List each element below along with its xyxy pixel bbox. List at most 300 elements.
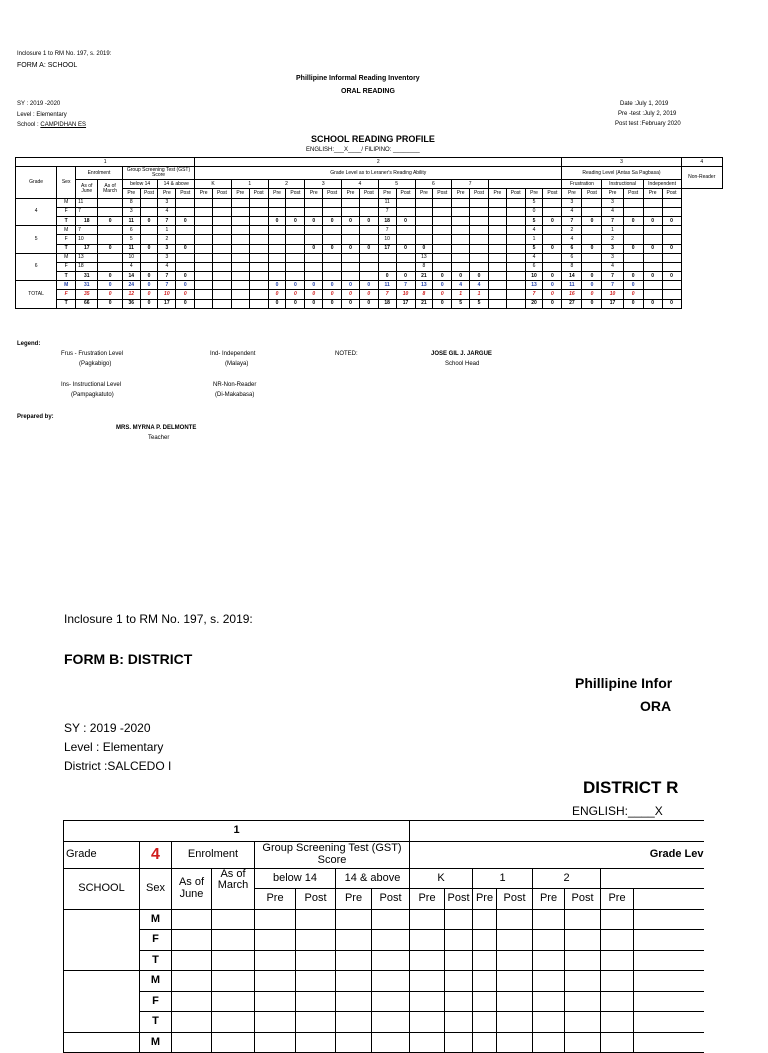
data-cell[interactable] <box>634 991 704 1012</box>
data-cell: 0 <box>268 299 286 308</box>
data-cell: 0 <box>323 299 342 308</box>
data-cell[interactable] <box>533 1012 565 1033</box>
data-cell <box>249 272 268 281</box>
data-cell <box>98 235 122 244</box>
data-cell: 66 <box>76 299 98 308</box>
data-cell: 0 <box>543 281 562 290</box>
data-cell[interactable] <box>296 971 336 992</box>
section-1-header: 1 <box>16 158 195 167</box>
data-cell: 0 <box>323 281 342 290</box>
data-cell: 7 <box>158 281 176 290</box>
data-cell: 0 <box>305 244 323 253</box>
data-cell <box>342 198 360 207</box>
data-cell: 0 <box>433 299 452 308</box>
data-cell[interactable] <box>601 1012 634 1033</box>
data-cell[interactable] <box>634 1012 704 1033</box>
data-cell <box>140 198 158 207</box>
data-cell: 11 <box>378 198 396 207</box>
data-cell[interactable] <box>533 909 565 930</box>
level-line: Level : Elementary <box>17 112 67 118</box>
data-cell <box>433 235 452 244</box>
data-cell[interactable] <box>565 991 601 1012</box>
data-cell[interactable] <box>565 950 601 971</box>
grade-cell: TOTAL <box>16 281 57 309</box>
data-cell: 5 <box>122 235 140 244</box>
data-cell[interactable] <box>410 971 445 992</box>
data-cell: 6 <box>525 262 543 271</box>
table-row <box>64 971 704 992</box>
school-name: CAMPIDHAN ES <box>40 122 87 128</box>
data-cell[interactable] <box>473 1012 497 1033</box>
data-cell[interactable] <box>172 1032 212 1053</box>
data-cell: 0 <box>305 281 323 290</box>
instructional-header: Instructional <box>602 180 643 189</box>
data-cell <box>231 272 249 281</box>
data-cell[interactable] <box>372 971 410 992</box>
data-cell <box>140 253 158 262</box>
data-cell: 0 <box>342 216 360 225</box>
data-cell: 7 <box>602 272 623 281</box>
data-cell[interactable] <box>212 909 255 930</box>
data-cell[interactable] <box>172 909 212 930</box>
data-cell <box>212 272 231 281</box>
table-row <box>16 226 723 235</box>
data-cell[interactable] <box>296 991 336 1012</box>
data-cell <box>415 198 433 207</box>
data-cell[interactable] <box>255 909 296 930</box>
pre-header-b: Pre <box>255 889 296 910</box>
data-cell: 4 <box>452 281 470 290</box>
data-cell[interactable] <box>372 909 410 930</box>
data-cell[interactable] <box>533 950 565 971</box>
data-cell <box>582 226 602 235</box>
data-cell: 0 <box>582 216 602 225</box>
data-cell <box>98 253 122 262</box>
data-cell <box>662 281 681 290</box>
data-cell[interactable] <box>172 991 212 1012</box>
sex-cell: F <box>57 262 76 271</box>
data-cell: 14 <box>122 272 140 281</box>
data-cell[interactable] <box>372 950 410 971</box>
data-cell <box>506 253 525 262</box>
data-cell <box>643 253 662 262</box>
table-row <box>64 930 704 951</box>
data-cell: 0 <box>140 299 158 308</box>
data-cell[interactable] <box>410 1032 445 1053</box>
data-cell[interactable] <box>565 1012 601 1033</box>
data-cell[interactable] <box>296 1032 336 1053</box>
section-3-header: 3 <box>562 158 681 167</box>
data-cell: 0 <box>98 281 122 290</box>
post-header: Post <box>323 189 342 198</box>
prepared-by-label: Prepared by: <box>17 414 54 420</box>
data-cell: 4 <box>562 207 582 216</box>
data-cell: 27 <box>562 299 582 308</box>
data-cell[interactable] <box>601 971 634 992</box>
data-cell: 31 <box>76 281 98 290</box>
pre-header-b: Pre <box>601 889 634 910</box>
data-cell[interactable] <box>473 1032 497 1053</box>
data-cell: 0 <box>623 216 643 225</box>
data-cell <box>286 207 305 216</box>
data-cell[interactable] <box>410 909 445 930</box>
grade-2-header-b: 2 <box>533 868 601 889</box>
data-cell: 10 <box>396 290 415 299</box>
data-cell <box>359 235 378 244</box>
data-cell[interactable] <box>410 991 445 1012</box>
data-cell <box>543 262 562 271</box>
pre-header-b: Pre <box>336 889 372 910</box>
data-cell[interactable] <box>212 991 255 1012</box>
school-cell[interactable] <box>64 909 140 971</box>
data-cell[interactable] <box>634 1032 704 1053</box>
data-cell: 11 <box>378 281 396 290</box>
data-cell <box>470 235 489 244</box>
data-cell <box>342 272 360 281</box>
data-cell[interactable] <box>336 971 372 992</box>
data-cell: 7 <box>76 207 98 216</box>
table-row <box>64 1012 704 1033</box>
data-cell <box>488 290 506 299</box>
pretest-line: Pre -test :July 2, 2019 <box>618 111 677 117</box>
data-cell: 0 <box>342 290 360 299</box>
data-cell[interactable] <box>634 930 704 951</box>
data-cell[interactable] <box>473 909 497 930</box>
pre-header: Pre <box>305 189 323 198</box>
data-cell: 18 <box>378 216 396 225</box>
data-cell <box>305 262 323 271</box>
data-cell: 0 <box>359 216 378 225</box>
data-cell: 0 <box>643 272 662 281</box>
data-cell: 0 <box>268 216 286 225</box>
data-cell[interactable] <box>601 950 634 971</box>
data-cell[interactable] <box>565 909 601 930</box>
post-header: Post <box>506 189 525 198</box>
data-cell: 0 <box>140 281 158 290</box>
data-cell <box>195 226 213 235</box>
data-cell: 3 <box>122 207 140 216</box>
data-cell <box>323 226 342 235</box>
data-cell[interactable] <box>533 971 565 992</box>
data-cell[interactable] <box>634 950 704 971</box>
data-cell[interactable] <box>473 971 497 992</box>
data-cell: 0 <box>98 299 122 308</box>
data-cell: 10 <box>378 235 396 244</box>
data-cell[interactable] <box>497 909 533 930</box>
data-cell <box>582 198 602 207</box>
school-head-name: JOSE GIL J. JARGUE <box>431 351 492 357</box>
post-header: Post <box>470 189 489 198</box>
data-cell <box>488 216 506 225</box>
data-cell <box>231 244 249 253</box>
independent-header: Independent <box>643 180 681 189</box>
data-cell[interactable] <box>497 1012 533 1033</box>
data-cell <box>286 253 305 262</box>
data-cell[interactable] <box>372 1032 410 1053</box>
data-cell[interactable] <box>212 1032 255 1053</box>
data-cell <box>582 207 602 216</box>
data-cell[interactable] <box>445 971 473 992</box>
grade-5-header: 5 <box>378 180 415 189</box>
data-cell: 3 <box>158 244 176 253</box>
data-cell[interactable] <box>255 950 296 971</box>
data-cell: 0 <box>582 272 602 281</box>
data-cell <box>415 216 433 225</box>
data-cell[interactable] <box>372 930 410 951</box>
data-cell[interactable] <box>473 991 497 1012</box>
data-cell: 0 <box>623 290 643 299</box>
data-cell <box>359 253 378 262</box>
data-cell[interactable] <box>372 991 410 1012</box>
legend-ins-tl: (Pampagkatuto) <box>71 392 114 398</box>
sex-cell: F <box>140 991 172 1012</box>
data-cell[interactable] <box>497 930 533 951</box>
data-cell <box>195 290 213 299</box>
data-cell <box>140 226 158 235</box>
data-cell <box>470 226 489 235</box>
data-cell[interactable] <box>212 1012 255 1033</box>
document-title: Phillipine Informal Reading Inventory <box>296 75 420 82</box>
data-cell <box>195 281 213 290</box>
data-cell[interactable] <box>212 930 255 951</box>
data-cell[interactable] <box>497 991 533 1012</box>
data-cell[interactable] <box>445 991 473 1012</box>
data-cell: 17 <box>396 299 415 308</box>
data-cell <box>359 226 378 235</box>
data-cell <box>488 226 506 235</box>
post-header: Post <box>140 189 158 198</box>
school-cell[interactable] <box>64 1032 140 1053</box>
data-cell[interactable] <box>473 930 497 951</box>
data-cell: 0 <box>98 244 122 253</box>
data-cell <box>470 198 489 207</box>
data-cell[interactable] <box>255 1012 296 1033</box>
enrolment-header-b: Enrolment <box>172 841 255 868</box>
data-cell: 24 <box>122 281 140 290</box>
data-cell <box>623 226 643 235</box>
data-cell <box>582 253 602 262</box>
data-cell <box>249 226 268 235</box>
data-cell[interactable] <box>473 950 497 971</box>
sex-cell: T <box>57 216 76 225</box>
pre-post-header-row <box>16 189 723 198</box>
data-cell[interactable] <box>565 930 601 951</box>
data-cell[interactable] <box>410 1012 445 1033</box>
post-header-b <box>634 889 704 910</box>
data-cell[interactable] <box>410 950 445 971</box>
data-cell: 3 <box>602 244 623 253</box>
data-cell: 0 <box>623 244 643 253</box>
legend-ins: Ins- Instructional Level <box>61 382 122 388</box>
data-cell[interactable] <box>296 1012 336 1033</box>
data-cell[interactable] <box>336 1032 372 1053</box>
data-cell[interactable] <box>601 1032 634 1053</box>
data-cell[interactable] <box>296 909 336 930</box>
data-cell: 17 <box>378 244 396 253</box>
data-cell[interactable] <box>497 1032 533 1053</box>
data-cell <box>662 198 681 207</box>
data-cell[interactable] <box>445 1012 473 1033</box>
date-line: Date :July 1, 2019 <box>620 101 669 107</box>
noted-label: NOTED: <box>335 351 358 357</box>
school-head-title: School Head <box>445 361 480 367</box>
data-cell <box>662 207 681 216</box>
data-cell <box>249 216 268 225</box>
data-cell[interactable] <box>445 950 473 971</box>
data-cell[interactable] <box>212 971 255 992</box>
data-cell <box>286 244 305 253</box>
data-cell[interactable] <box>336 1012 372 1033</box>
data-cell[interactable] <box>533 1032 565 1053</box>
data-cell: 0 <box>396 244 415 253</box>
data-cell <box>452 244 470 253</box>
data-cell[interactable] <box>497 950 533 971</box>
data-cell: 0 <box>140 272 158 281</box>
data-cell <box>195 253 213 262</box>
data-cell[interactable] <box>255 1032 296 1053</box>
data-cell[interactable] <box>445 930 473 951</box>
grade-level-header: Grade Level as to Leraner's Reading Ability <box>195 167 562 180</box>
data-cell[interactable] <box>601 930 634 951</box>
form-label: FORM A: SCHOOL <box>17 62 78 69</box>
data-cell <box>643 290 662 299</box>
pre-header: Pre <box>378 189 396 198</box>
data-cell: 18 <box>76 262 98 271</box>
data-cell[interactable] <box>336 991 372 1012</box>
grade-6-header: 6 <box>415 180 452 189</box>
data-cell: 10 <box>158 290 176 299</box>
district-reading-profile-table <box>63 820 704 1053</box>
table-row <box>64 991 704 1012</box>
data-cell: 0 <box>378 272 396 281</box>
data-cell[interactable] <box>410 930 445 951</box>
data-cell[interactable] <box>336 909 372 930</box>
data-cell: 0 <box>623 281 643 290</box>
data-cell <box>506 290 525 299</box>
data-cell: 4 <box>122 262 140 271</box>
data-cell[interactable] <box>445 909 473 930</box>
data-cell[interactable] <box>255 971 296 992</box>
data-cell <box>98 207 122 216</box>
data-cell[interactable] <box>565 1032 601 1053</box>
data-cell[interactable] <box>172 950 212 971</box>
data-cell[interactable] <box>336 950 372 971</box>
district-table-body <box>64 909 704 1053</box>
data-cell <box>249 299 268 308</box>
sex-cell: F <box>57 235 76 244</box>
data-cell <box>305 226 323 235</box>
pre-header: Pre <box>231 189 249 198</box>
data-cell <box>98 198 122 207</box>
data-cell: 0 <box>452 272 470 281</box>
post-header: Post <box>212 189 231 198</box>
data-cell: 14 <box>562 272 582 281</box>
data-cell[interactable] <box>445 1032 473 1053</box>
data-cell <box>452 207 470 216</box>
data-cell[interactable] <box>601 909 634 930</box>
data-cell <box>433 244 452 253</box>
school-reading-profile-table <box>15 157 723 309</box>
pre-header: Pre <box>158 189 176 198</box>
data-cell: 11 <box>122 244 140 253</box>
data-cell[interactable] <box>212 950 255 971</box>
as-of-june-header-b: As of June <box>172 868 212 909</box>
data-cell[interactable] <box>172 971 212 992</box>
sex-cell: F <box>140 930 172 951</box>
data-cell: 0 <box>140 216 158 225</box>
data-cell: 0 <box>643 216 662 225</box>
data-cell[interactable] <box>497 971 533 992</box>
data-cell: 0 <box>286 216 305 225</box>
data-cell <box>212 207 231 216</box>
data-cell[interactable] <box>172 930 212 951</box>
table-body <box>16 198 723 308</box>
school-cell[interactable] <box>64 971 140 1033</box>
grade-4-header: 4 <box>342 180 379 189</box>
data-cell[interactable] <box>533 930 565 951</box>
data-cell: 0 <box>359 290 378 299</box>
data-cell[interactable] <box>533 991 565 1012</box>
data-cell[interactable] <box>296 950 336 971</box>
data-cell <box>212 290 231 299</box>
data-cell: 0 <box>582 290 602 299</box>
pre-header: Pre <box>195 189 213 198</box>
data-cell: 11 <box>562 281 582 290</box>
pre-header: Pre <box>452 189 470 198</box>
data-cell: 7 <box>562 216 582 225</box>
data-cell: 0 <box>359 281 378 290</box>
sex-cell: M <box>57 226 76 235</box>
data-cell[interactable] <box>336 930 372 951</box>
data-cell: 35 <box>76 290 98 299</box>
data-cell <box>359 198 378 207</box>
data-cell[interactable] <box>255 991 296 1012</box>
data-cell: 13 <box>76 253 98 262</box>
data-cell <box>452 198 470 207</box>
data-cell <box>231 253 249 262</box>
data-cell: 0 <box>140 290 158 299</box>
post-header: Post <box>176 189 195 198</box>
data-cell <box>286 226 305 235</box>
data-cell[interactable] <box>601 991 634 1012</box>
sex-cell: M <box>140 971 172 992</box>
data-cell <box>342 262 360 271</box>
data-cell <box>488 198 506 207</box>
table-row <box>64 909 704 930</box>
data-cell: 13 <box>415 281 433 290</box>
data-cell[interactable] <box>372 1012 410 1033</box>
grade-k-header-b: K <box>410 868 473 889</box>
data-cell[interactable] <box>565 971 601 992</box>
data-cell <box>543 253 562 262</box>
table-row <box>16 207 723 216</box>
data-cell: 10 <box>76 235 98 244</box>
data-cell <box>176 198 195 207</box>
data-cell: 0 <box>176 272 195 281</box>
data-cell <box>249 253 268 262</box>
post-header-b: Post <box>372 889 410 910</box>
data-cell[interactable] <box>634 909 704 930</box>
data-cell: 10 <box>602 290 623 299</box>
data-cell[interactable] <box>634 971 704 992</box>
data-cell <box>623 235 643 244</box>
data-cell[interactable] <box>296 930 336 951</box>
grade-7-header: 7 <box>452 180 489 189</box>
pre-header: Pre <box>562 189 582 198</box>
data-cell: 0 <box>623 272 643 281</box>
data-cell[interactable] <box>172 1012 212 1033</box>
data-cell[interactable] <box>255 930 296 951</box>
